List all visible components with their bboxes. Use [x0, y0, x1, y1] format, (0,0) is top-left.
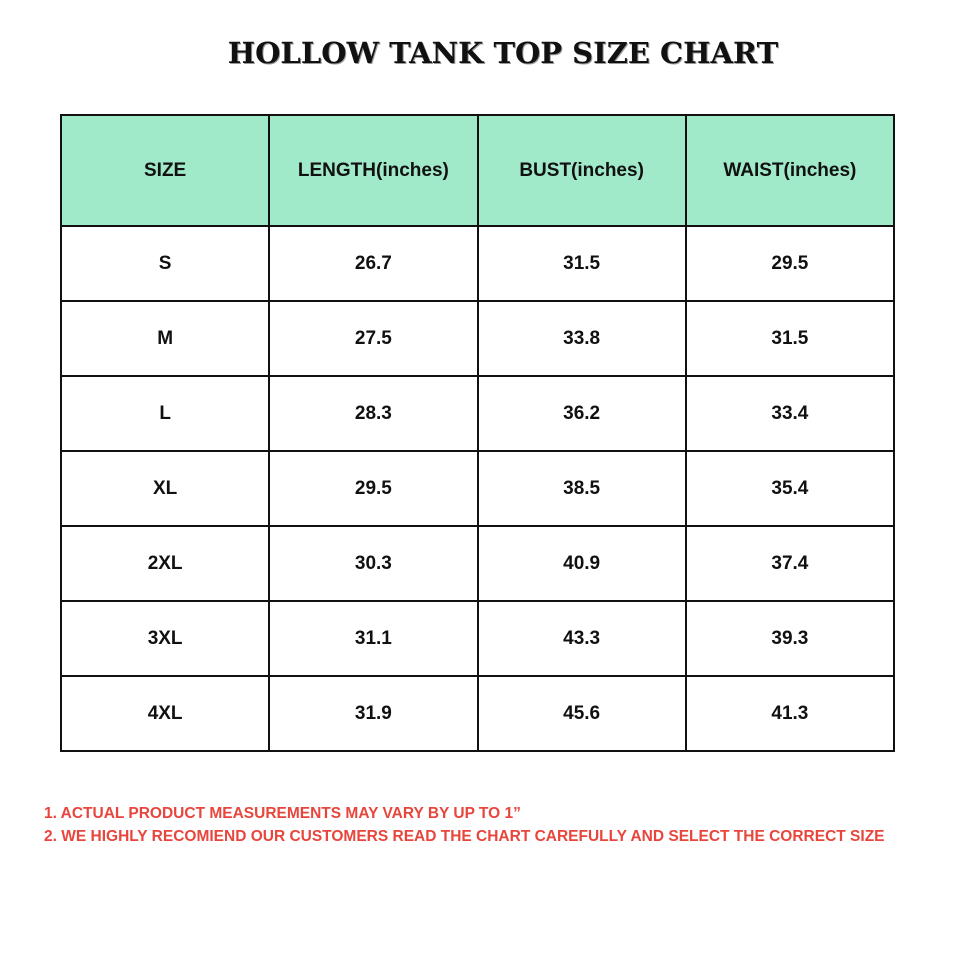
- page-title: HOLLOW TANK TOP SIZE CHART: [227, 36, 779, 70]
- cell-waist: 35.4: [686, 451, 894, 526]
- cell-waist: 37.4: [686, 526, 894, 601]
- cell-size: 4XL: [61, 676, 269, 751]
- cell-bust: 45.6: [478, 676, 686, 751]
- size-table: [60, 114, 895, 752]
- header-bust: BUST(inches): [478, 115, 686, 226]
- cell-waist: 33.4: [686, 376, 894, 451]
- table-row: [61, 451, 894, 526]
- cell-length: 31.1: [269, 601, 477, 676]
- cell-length: 30.3: [269, 526, 477, 601]
- cell-length: 28.3: [269, 376, 477, 451]
- table-row: [61, 376, 894, 451]
- cell-length: 27.5: [269, 301, 477, 376]
- cell-size: M: [61, 301, 269, 376]
- cell-bust: 40.9: [478, 526, 686, 601]
- cell-bust: 38.5: [478, 451, 686, 526]
- cell-waist: 39.3: [686, 601, 894, 676]
- table-row: [61, 301, 894, 376]
- table-row: [61, 601, 894, 676]
- note-line: 1. ACTUAL PRODUCT MEASUREMENTS MAY VARY BY UP TO 1”: [44, 805, 521, 822]
- table-row: [61, 676, 894, 751]
- cell-size: L: [61, 376, 269, 451]
- notes-block: [44, 802, 944, 848]
- cell-length: 26.7: [269, 226, 477, 301]
- cell-length: 31.9: [269, 676, 477, 751]
- header-size: SIZE: [61, 115, 269, 226]
- cell-waist: 29.5: [686, 226, 894, 301]
- cell-length: 29.5: [269, 451, 477, 526]
- cell-size: 2XL: [61, 526, 269, 601]
- note-line: 2. WE HIGHLY RECOMIEND OUR CUSTOMERS READ THE CHART CAREFULLY AND SELECT THE CORRECT SIZE: [44, 828, 885, 845]
- table-row: [61, 526, 894, 601]
- table-row: [61, 226, 894, 301]
- cell-size: 3XL: [61, 601, 269, 676]
- cell-bust: 33.8: [478, 301, 686, 376]
- cell-waist: 31.5: [686, 301, 894, 376]
- table-header-row: [61, 115, 894, 226]
- cell-bust: 43.3: [478, 601, 686, 676]
- cell-size: XL: [61, 451, 269, 526]
- cell-size: S: [61, 226, 269, 301]
- header-length: LENGTH(inches): [269, 115, 477, 226]
- cell-bust: 36.2: [478, 376, 686, 451]
- header-waist: WAIST(inches): [686, 115, 894, 226]
- cell-waist: 41.3: [686, 676, 894, 751]
- cell-bust: 31.5: [478, 226, 686, 301]
